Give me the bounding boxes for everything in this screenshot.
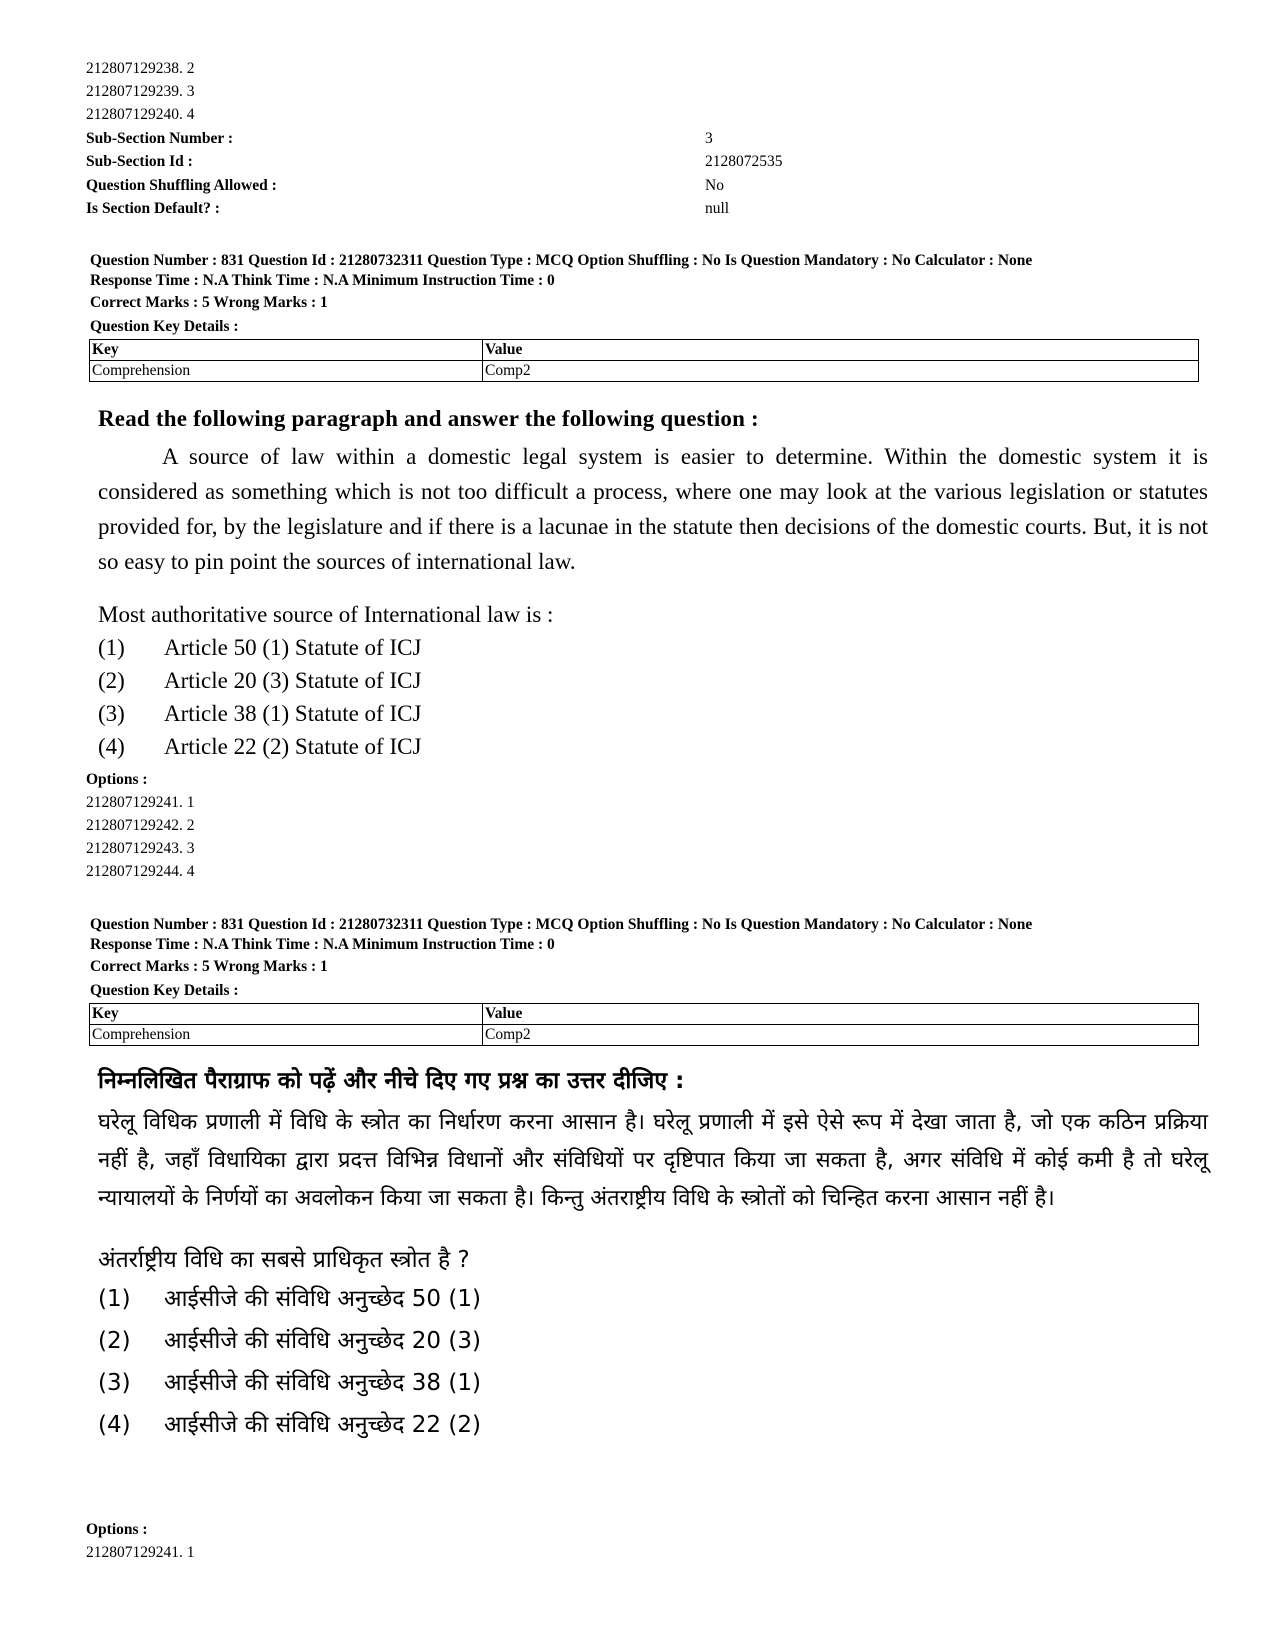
- table-header-row: [90, 1004, 1199, 1025]
- table-header-key: Key: [90, 340, 483, 361]
- option-id: 212807129243. 3: [86, 840, 195, 857]
- table-row: [90, 1025, 1199, 1046]
- choice-text: Article 50 (1) Statute of ICJ: [164, 635, 422, 660]
- question-paragraph: घरेलू विधिक प्रणाली में विधि के स्त्रोत का निर्धारण करना आसान है। घरेलू प्रणाली में इसे ऐसे रूप में देखा जाता है, जो एक कठिन प्रक्रिया नहीं है, जहाँ विधायिका द्वारा प्रदत्त विभिन्न विधानों और संविधियों पर दृष्टिपात किया जा सकता है, अगर संविधि में कोई कमी है तो घरेलू न्यायालयों के निर्णयों का अवलोकन किया जा सकता है। किन्तु अंतराष्ट्रीय विधि के स्त्रोतों को चिन्हित करना आसान नहीं है।: [98, 1110, 1208, 1211]
- choice-number: (4): [98, 734, 125, 759]
- choice-text: आईसीजे की संविधि अनुच्छेद 20 (3): [164, 1328, 481, 1354]
- question-meta-line1: Question Number : 831 Question Id : 21280732311 Question Type : MCQ Option Shuffling : No Is Question Mandatory : No Calculator : None: [90, 252, 1033, 269]
- question-heading: Read the following paragraph and answer the following question :: [98, 406, 759, 431]
- key-details-table: [89, 339, 1199, 382]
- options-label: Options :: [86, 1521, 148, 1538]
- option-id: 212807129241. 1: [86, 1544, 195, 1561]
- table-cell-key: Comprehension: [90, 1025, 483, 1046]
- question-meta-line2: Response Time : N.A Think Time : N.A Minimum Instruction Time : 0: [90, 936, 555, 953]
- answer-choice: [98, 1362, 1208, 1404]
- table-header-key: Key: [90, 1004, 483, 1025]
- answer-choice: [98, 1404, 1208, 1446]
- choice-number: (1): [98, 1286, 131, 1312]
- answer-choice: [98, 664, 1208, 697]
- subsection-number-label: Sub-Section Number :: [86, 130, 233, 147]
- question-stem: Most authoritative source of International law is :: [98, 602, 554, 627]
- table-cell-key: Comprehension: [90, 361, 483, 382]
- choice-number: (2): [98, 668, 125, 693]
- choice-number: (2): [98, 1328, 131, 1354]
- prev-option-id: 212807129239. 3: [86, 83, 195, 100]
- subsection-id-label: Sub-Section Id :: [86, 153, 193, 170]
- option-id: 212807129244. 4: [86, 863, 195, 880]
- choice-text: Article 38 (1) Statute of ICJ: [164, 701, 422, 726]
- options-label: Options :: [86, 771, 148, 788]
- question-meta-line1: Question Number : 831 Question Id : 21280732311 Question Type : MCQ Option Shuffling : No Is Question Mandatory : No Calculator : None: [90, 916, 1033, 933]
- table-header-value: Value: [483, 1004, 1199, 1025]
- option-id: 212807129241. 1: [86, 794, 195, 811]
- question-paragraph: A source of law within a domestic legal system is easier to determine. Within the domestic system it is considered as something which is not too difficult a process, where one may look at the various legislation or statutes provided for, by the legislature and if there is a lacunae in the statute then decisions of the domestic courts. But, it is not so easy to pin point the sources of international law.: [98, 444, 1208, 574]
- key-details-label: Question Key Details :: [90, 318, 239, 335]
- choice-text: आईसीजे की संविधि अनुच्छेद 38 (1): [164, 1370, 481, 1396]
- option-id: 212807129242. 2: [86, 817, 195, 834]
- question-body-hi: [98, 1064, 1208, 1446]
- table-header-value: Value: [483, 340, 1199, 361]
- subsection-id-value: 2128072535: [705, 153, 783, 170]
- key-details-label: Question Key Details :: [90, 982, 239, 999]
- choice-number: (3): [98, 1370, 131, 1396]
- choice-text: Article 22 (2) Statute of ICJ: [164, 734, 422, 759]
- marks-line: Correct Marks : 5 Wrong Marks : 1: [90, 294, 328, 311]
- prev-option-id: 212807129238. 2: [86, 60, 195, 77]
- choice-number: (1): [98, 635, 125, 660]
- table-cell-value: Comp2: [483, 1025, 1199, 1046]
- table-header-row: [90, 340, 1199, 361]
- answer-choice: [98, 1320, 1208, 1362]
- answer-choice: [98, 631, 1208, 664]
- table-row: [90, 361, 1199, 382]
- shuffling-value: No: [705, 177, 724, 194]
- subsection-number-value: 3: [705, 130, 713, 147]
- shuffling-label: Question Shuffling Allowed :: [86, 177, 277, 194]
- choice-text: Article 20 (3) Statute of ICJ: [164, 668, 422, 693]
- choice-number: (3): [98, 701, 125, 726]
- marks-line: Correct Marks : 5 Wrong Marks : 1: [90, 958, 328, 975]
- prev-option-id: 212807129240. 4: [86, 106, 195, 123]
- question-body-en: [98, 403, 1208, 763]
- answer-choice: [98, 697, 1208, 730]
- answer-choice: [98, 1278, 1208, 1320]
- section-default-value: null: [705, 200, 730, 217]
- section-default-label: Is Section Default? :: [86, 200, 220, 217]
- answer-choice: [98, 730, 1208, 763]
- choice-text: आईसीजे की संविधि अनुच्छेद 50 (1): [164, 1286, 481, 1312]
- question-meta: [90, 915, 1200, 955]
- question-stem: अंतर्राष्ट्रीय विधि का सबसे प्राधिकृत स्त्रोत है ?: [98, 1247, 470, 1273]
- choice-number: (4): [98, 1412, 131, 1438]
- question-meta: [90, 251, 1200, 291]
- question-heading: निम्नलिखित पैराग्राफ को पढ़ें और नीचे दिए गए प्रश्न का उत्तर दीजिए :: [98, 1068, 685, 1094]
- table-cell-value: Comp2: [483, 361, 1199, 382]
- question-meta-line2: Response Time : N.A Think Time : N.A Minimum Instruction Time : 0: [90, 272, 555, 289]
- key-details-table: [89, 1003, 1199, 1046]
- choice-text: आईसीजे की संविधि अनुच्छेद 22 (2): [164, 1412, 481, 1438]
